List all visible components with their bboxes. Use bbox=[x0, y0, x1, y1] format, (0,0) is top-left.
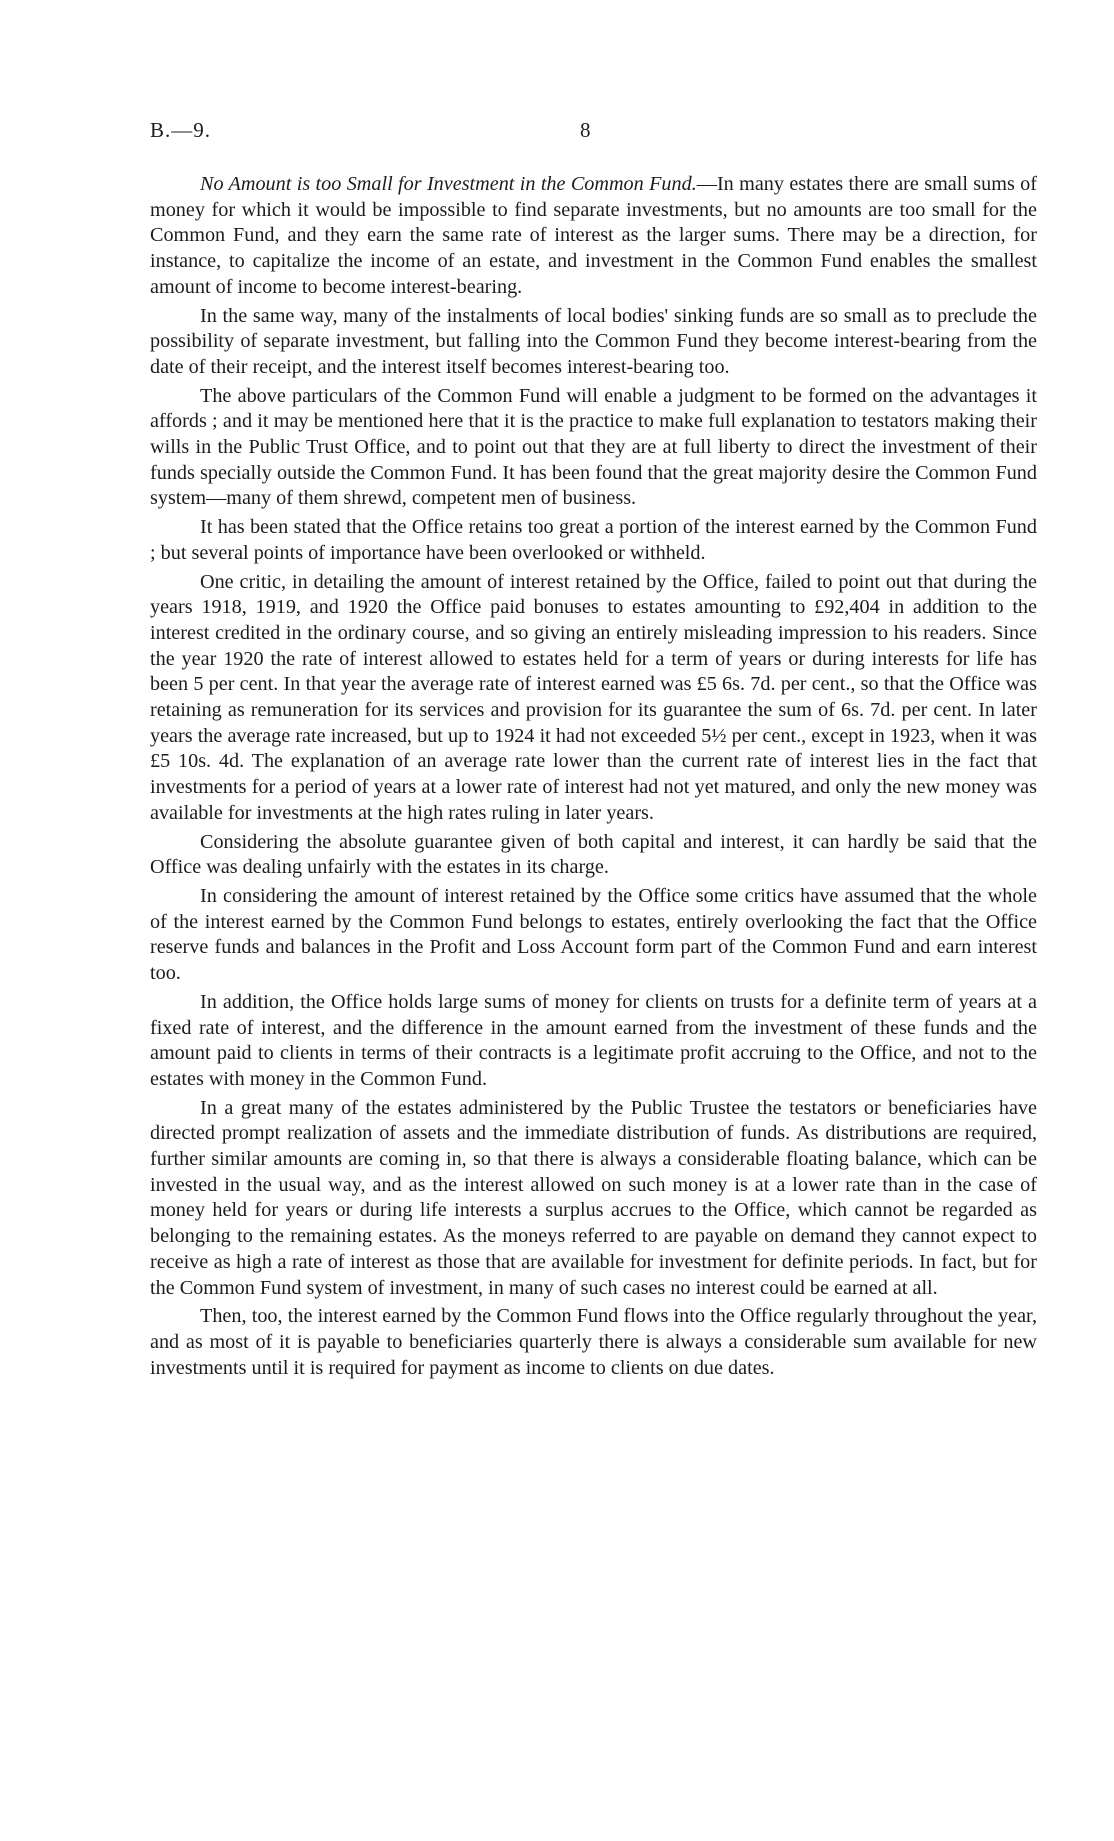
page-number: 8 bbox=[580, 118, 591, 142]
paragraph: The above particulars of the Common Fund will enable a judgment to be formed on the advantages it affords ; and it may be mentioned here that it is the practice to make full explanation to testators making their wills in the Public Trust Office, and to point out that they are at full liberty to direct the investment of their funds specially outside the Common Fund. It has been found that the great majority desire the Common Fund system—many of them shrewd, competent men of business. bbox=[150, 384, 1037, 510]
page-body bbox=[150, 172, 1037, 1384]
paragraph: In a great many of the estates administered by the Public Trustee the testators or beneficiaries have directed prompt realization of assets and the immediate distribution of funds. As distributions are required, further similar amounts are coming in, so that there is always a considerable floating balance, which can be invested in the usual way, and as the interest allowed on such money is at a lower rate than in the case of money held for years or during life interests a surplus accrues to the Office, which cannot be regarded as belonging to the remaining estates. As the moneys referred to are payable on demand they cannot expect to receive as high a rate of interest as those that are available for investment for definite periods. In fact, but for the Common Fund system of investment, in many of such cases no interest could be earned at all. bbox=[150, 1096, 1037, 1299]
paragraph: In the same way, many of the instalments of local bodies' sinking funds are so small as to preclude the possibility of separate investment, but falling into the Common Fund they become interest-bearing from the date of their receipt, and the interest itself becomes interest-bearing too. bbox=[150, 304, 1037, 378]
paragraph-heading: No Amount is too Small for Investment in the Common Fund. bbox=[200, 173, 697, 195]
paragraph: It has been stated that the Office retains too great a portion of the interest earned by the Common Fund ; but several points of importance have been overlooked or withheld. bbox=[150, 516, 1037, 564]
paragraph: Then, too, the interest earned by the Common Fund flows into the Office regularly throughout the year, and as most of it is payable to beneficiaries quarterly there is always a considerable sum available for new investments until it is required for payment as income to clients on due dates. bbox=[150, 1305, 1037, 1379]
paragraph: In considering the amount of interest retained by the Office some critics have assumed that the whole of the interest earned by the Common Fund belongs to estates, entirely overlooking the fact that the Office reserve funds and balances in the Profit and Loss Account form part of the Common Fund and earn interest too. bbox=[150, 884, 1037, 985]
paragraph: In addition, the Office holds large sums of money for clients on trusts for a definite term of years at a fixed rate of interest, and the difference in the amount earned from the investment of these funds and the amount paid to clients in terms of their contracts is a legitimate profit accruing to the Office, and not to the estates with money in the Common Fund. bbox=[150, 990, 1037, 1090]
paragraph: Considering the absolute guarantee given of both capital and interest, it can hardly be said that the Office was dealing unfairly with the estates in its charge. bbox=[150, 830, 1037, 879]
paragraph-text: —In many estates there are small sums of money for which it would be impossible to find separate investments, but no amounts are too small for the Common Fund, and they earn the same rate of interest as the larger sums. There may be a direction, for instance, to capitalize the income of an estate, and investment in the Common Fund enables the smallest amount of income to become interest-bearing. bbox=[150, 173, 1037, 298]
document-reference: B.—9. bbox=[150, 118, 212, 142]
page-header bbox=[150, 118, 1030, 148]
paragraph: One critic, in detailing the amount of interest retained by the Office, failed to point out that during the years 1918, 1919, and 1920 the Office paid bonuses to estates amounting to £92,404 in addition to the interest credited in the ordinary course, and so giving an entirely misleading impression to his readers. Since the year 1920 the rate of interest allowed to estates held for a term of years or during interests for life has been 5 per cent. In that year the average rate of interest earned was £5 6s. 7d. per cent., so that the Office was retaining as remuneration for its services and provision for its guarantee the sum of 6s. 7d. per cent. In later years the average rate increased, but up to 1924 it had not exceeded 5½ per cent., except in 1923, when it was £5 10s. 4d. The explanation of an average rate lower than the current rate of interest lies in the fact that investments for a period of years at a lower rate of interest had not yet matured, and only the new money was available for investments at the high rates ruling in later years. bbox=[150, 570, 1037, 824]
paragraph-common-fund-heading bbox=[150, 172, 1037, 301]
